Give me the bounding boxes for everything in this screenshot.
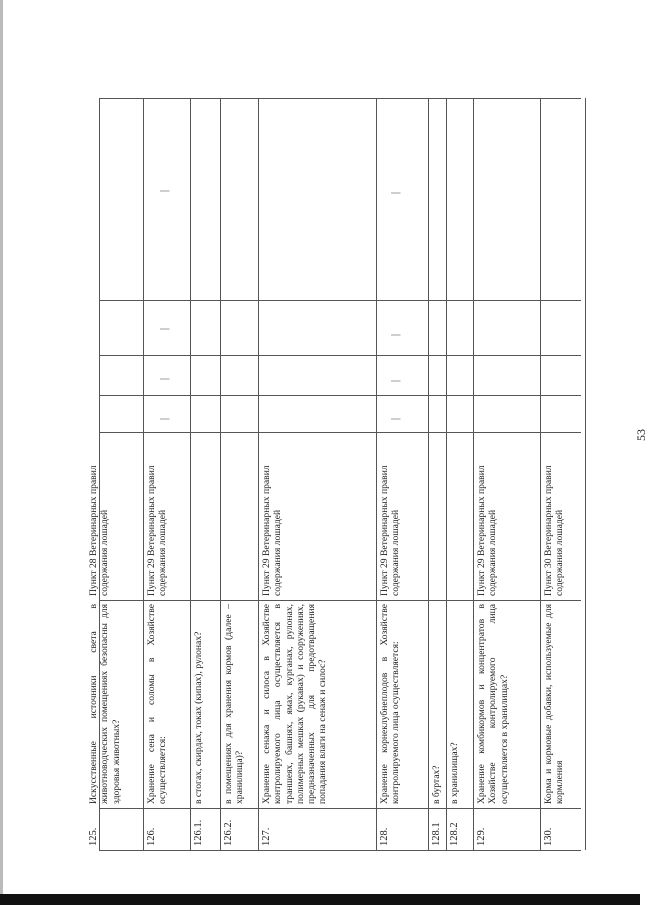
row-number: 126. — [146, 827, 157, 846]
row-question: Корма и кормовые добавки, используемые для кормления — [543, 604, 566, 804]
row-divider — [428, 98, 429, 850]
row-number: 125. — [88, 827, 99, 846]
row-number: 126.2. — [223, 819, 234, 846]
row-divider — [473, 98, 474, 850]
column-divider — [99, 300, 581, 301]
row-question: Хранение комбикормов и концентратов в Хозяйстве контролируемого лица осуществляется в хранилищах? — [476, 604, 510, 804]
row-question: Хранение сена и соломы в Хозяйстве осуществляется: — [146, 604, 169, 804]
answer-mark: | — [159, 189, 170, 192]
row-divider — [190, 98, 191, 850]
row-requirement: Пункт 29 Ветеринарных правил содержания лошадей — [146, 465, 169, 596]
answer-mark: | — [390, 333, 401, 336]
answer-mark: | — [159, 377, 170, 380]
row-divider — [446, 98, 447, 850]
row-question: Хранение сенажа и силоса в Хозяйстве контролируемого лица осуществляется в траншеях, башнях, ямах, курганах, рулонах, полимерных мешках (рукавах) и сооружениях, предназначенных для предотвращения попадания влаги на сенаж и силос? — [261, 604, 329, 804]
column-divider — [99, 98, 581, 99]
answer-mark: | — [159, 327, 170, 330]
row-requirement: Пункт 29 Ветеринарных правил содержания лошадей — [476, 465, 499, 596]
row-question: в хранилищах? — [449, 742, 460, 804]
scan-footer-bar — [0, 894, 640, 905]
answer-mark: | — [390, 417, 401, 420]
row-requirement: Пункт 28 Ветеринарных правил содержания лошадей — [88, 465, 111, 596]
row-divider — [540, 98, 541, 850]
row-number: 128.2 — [449, 822, 460, 846]
row-question: Искусственные источники света в животноводческих помещениях безопасны для здоровья животных? — [88, 604, 122, 804]
row-question: в буртах? — [431, 765, 442, 804]
column-divider — [99, 600, 581, 601]
row-question: Хранение корнеклубнеплодов в Хозяйстве контролируемого лица осуществляется: — [379, 604, 402, 804]
row-number: 127. — [261, 827, 272, 846]
column-divider — [99, 808, 581, 809]
answer-mark: | — [159, 417, 170, 420]
page-number: 53 — [634, 429, 648, 441]
row-divider — [258, 98, 259, 850]
row-number: 126.1. — [193, 819, 204, 846]
column-divider — [99, 850, 581, 851]
answer-mark: | — [390, 379, 401, 382]
column-divider — [99, 432, 581, 433]
row-requirement: Пункт 29 Ветеринарных правил содержания лошадей — [261, 465, 284, 596]
row-number: 128.1 — [431, 822, 442, 846]
row-number: 130. — [543, 827, 554, 846]
row-question: в стогах, скирдах, токах (кипах), рулонах? — [193, 631, 204, 804]
row-number: 129. — [476, 827, 487, 846]
column-divider — [99, 395, 581, 396]
row-question: в помещениях для хранения кормов (далее – хранилища)? — [223, 604, 246, 804]
row-divider — [376, 98, 377, 850]
row-divider — [143, 98, 144, 850]
row-requirement: Пункт 29 Ветеринарных правил содержания лошадей — [379, 465, 402, 596]
answer-mark: | — [390, 191, 401, 194]
column-divider — [99, 355, 581, 356]
row-divider — [220, 98, 221, 850]
row-requirement: Пункт 30 Ветеринарных правил содержания лошадей — [543, 465, 566, 596]
row-divider — [585, 98, 586, 850]
row-number: 128. — [379, 827, 390, 846]
